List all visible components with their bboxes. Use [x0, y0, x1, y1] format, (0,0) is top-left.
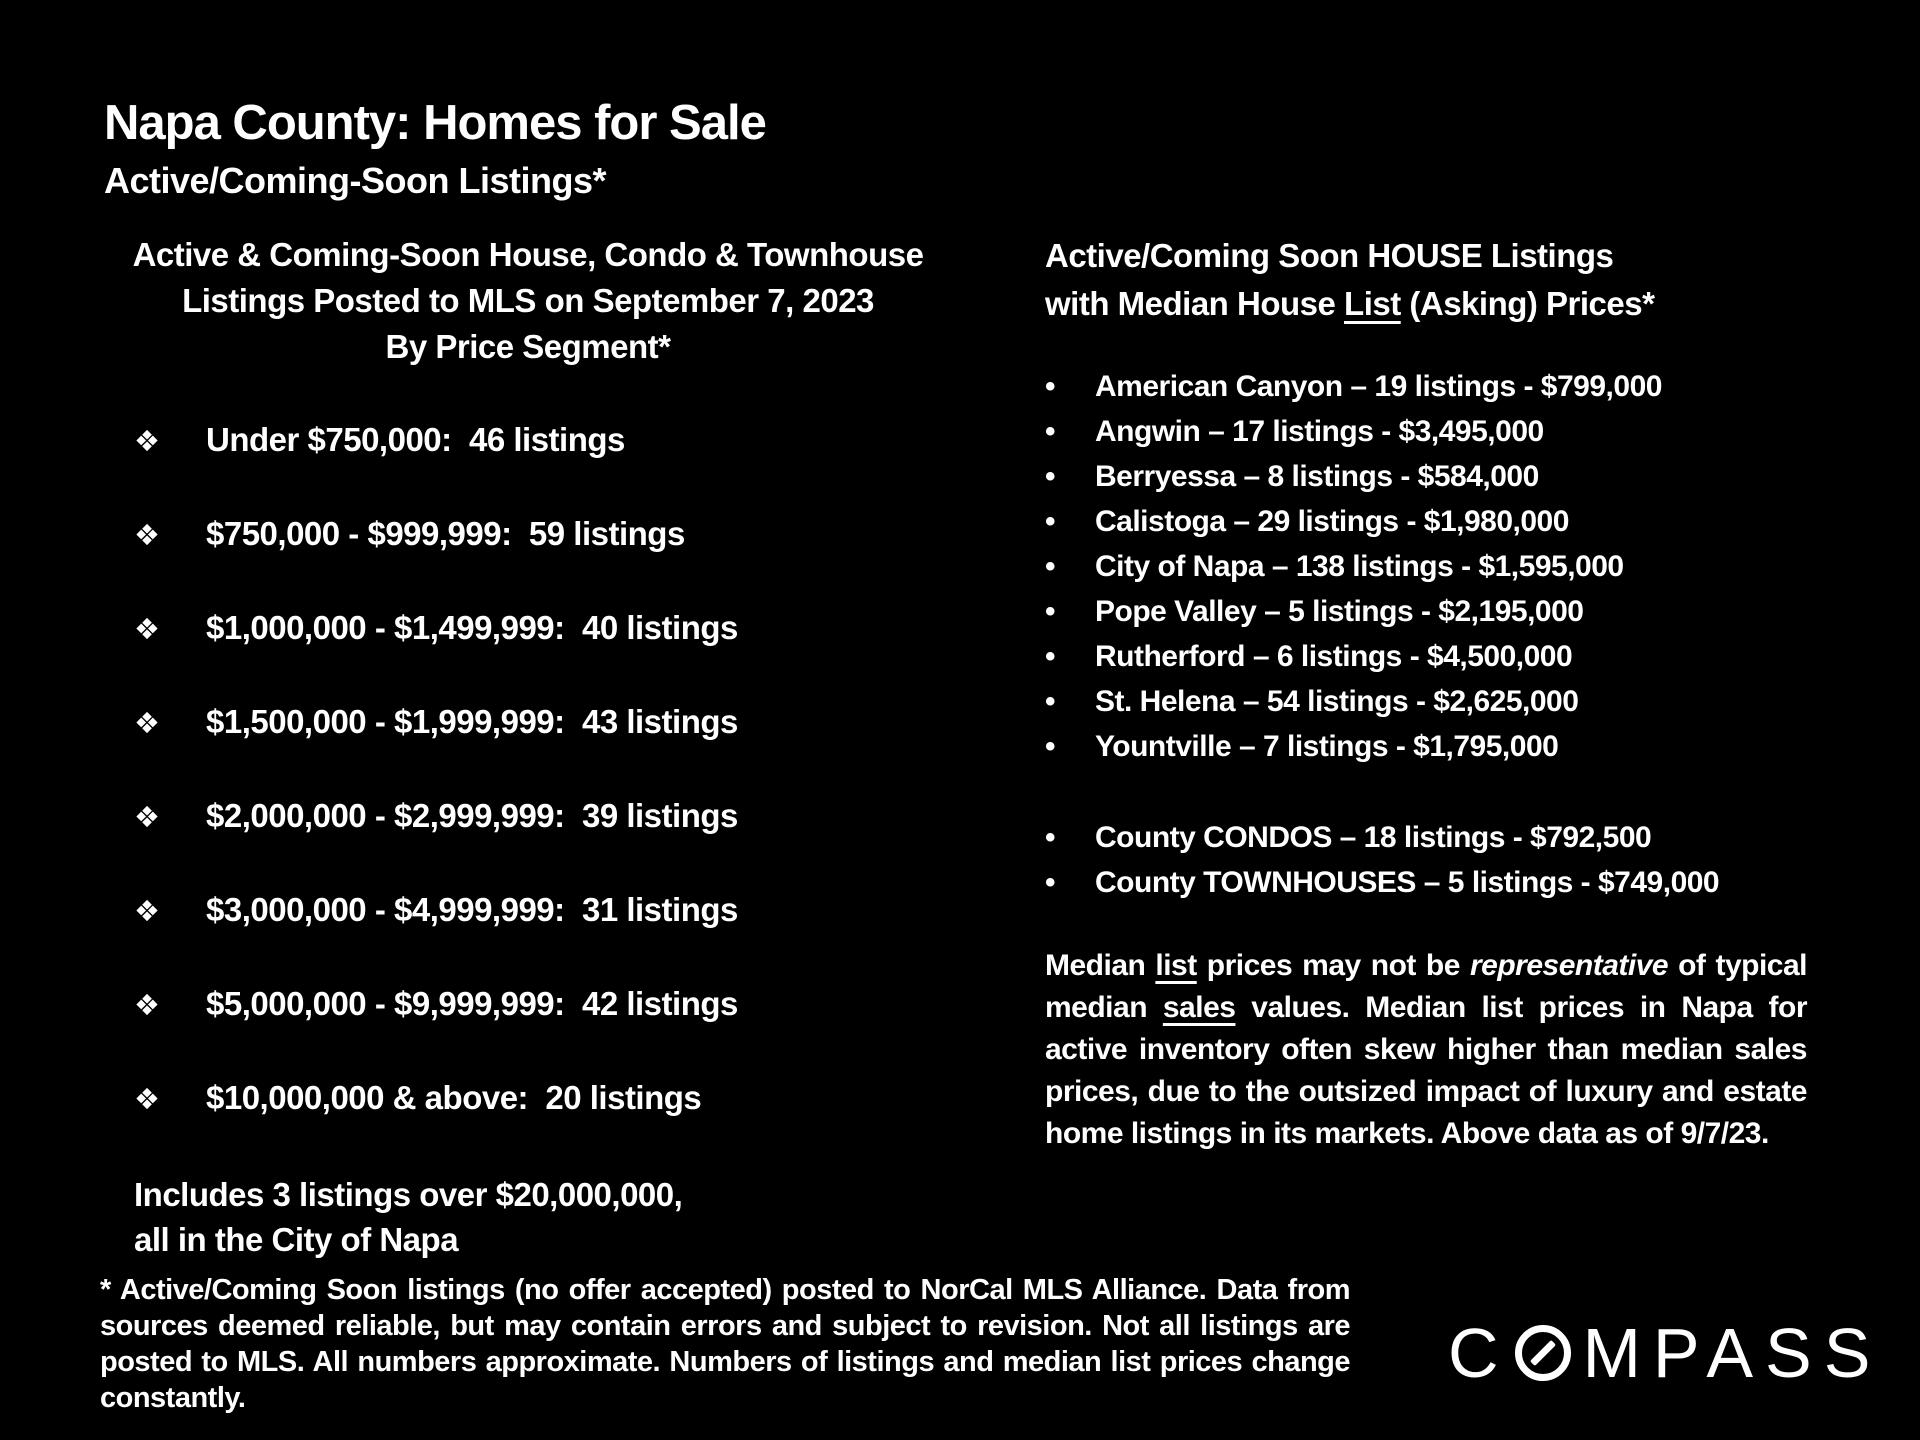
list-item	[118, 890, 938, 932]
disclaimer: * Active/Coming Soon listings (no offer accepted) posted to NorCal MLS Alliance. Data from sources deemed reliable, but may contain errors and subject to revision. Not all listings are posted to MLS. All numbers approximate. Numbers of listings and median list prices change constantly.	[100, 1274, 1350, 1414]
condo-townhouse-list	[1045, 815, 1807, 905]
price-segment-list	[118, 420, 938, 1120]
logo-letters: MPASS	[1582, 1314, 1883, 1392]
list-item	[1045, 860, 1807, 905]
logo-letter: C	[1448, 1314, 1511, 1392]
city-median-text: Angwin – 17 listings - $3,495,000	[1095, 415, 1544, 448]
list-item	[1045, 679, 1807, 724]
heading-line: Active/Coming Soon HOUSE Listings	[1045, 237, 1614, 274]
diamond-bullet-icon: ❖	[134, 802, 160, 834]
dot-bullet-icon: •	[1045, 730, 1056, 763]
segment-text: $5,000,000 - $9,999,999: 42 listings	[206, 985, 738, 1022]
segment-text: Under $750,000: 46 listings	[206, 421, 625, 458]
city-median-text: St. Helena – 54 listings - $2,625,000	[1095, 685, 1579, 718]
median-prices-heading	[1045, 232, 1807, 328]
heading-line: Active & Coming-Soon House, Condo & Townhouse	[132, 236, 924, 273]
city-median-text: Yountville – 7 listings - $1,795,000	[1095, 730, 1559, 763]
list-item	[1045, 589, 1807, 634]
note-text: prices may not be	[1196, 949, 1470, 982]
price-segment-section	[118, 232, 938, 1262]
heading-line: By Price Segment*	[385, 328, 671, 365]
segment-text: $1,500,000 - $1,999,999: 43 listings	[206, 703, 738, 740]
city-median-text: American Canyon – 19 listings - $799,000	[1095, 370, 1662, 403]
list-item	[1045, 454, 1807, 499]
condo-median-text: County CONDOS – 18 listings - $792,500	[1095, 821, 1652, 854]
segment-text: $3,000,000 - $4,999,999: 31 listings	[206, 891, 738, 928]
diamond-bullet-icon: ❖	[134, 520, 160, 552]
dot-bullet-icon: •	[1045, 460, 1056, 493]
list-item	[118, 420, 938, 462]
heading-text: with Median House	[1045, 285, 1345, 322]
note-underlined-word: list	[1155, 949, 1197, 982]
dot-bullet-icon: •	[1045, 821, 1056, 854]
dot-bullet-icon: •	[1045, 370, 1056, 403]
segment-text: $10,000,000 & above: 20 listings	[206, 1079, 702, 1116]
list-item	[1045, 544, 1807, 589]
city-median-text: Berryessa – 8 listings - $584,000	[1095, 460, 1539, 493]
list-item	[118, 608, 938, 650]
footnote-line: all in the City of Napa	[134, 1221, 459, 1258]
note-text: values. Median list prices in Napa for active inventory often skew higher than median sales prices, due to the outsized impact of luxury and estate home listings in its markets. Above data as of 9/7/23.	[1045, 991, 1807, 1150]
note-text: of typical median	[1045, 949, 1807, 1024]
city-median-text: Calistoga – 29 listings - $1,980,000	[1095, 505, 1569, 538]
heading-line	[1045, 280, 1807, 328]
list-item	[1045, 634, 1807, 679]
city-median-list	[1045, 364, 1807, 769]
dot-bullet-icon: •	[1045, 415, 1056, 448]
dot-bullet-icon: •	[1045, 595, 1056, 628]
dot-bullet-icon: •	[1045, 685, 1056, 718]
footnote-line: Includes 3 listings over $20,000,000,	[134, 1176, 683, 1213]
dot-bullet-icon: •	[1045, 505, 1056, 538]
price-segment-heading	[118, 232, 938, 370]
list-item	[1045, 364, 1807, 409]
page-subtitle: Active/Coming-Soon Listings*	[104, 159, 607, 201]
list-item	[118, 1078, 938, 1120]
left-footnote	[118, 1172, 938, 1262]
heading-underlined-word: List	[1344, 285, 1401, 322]
page-title: Napa County: Homes for Sale	[104, 95, 766, 150]
list-item	[1045, 815, 1807, 860]
list-item	[1045, 409, 1807, 454]
compass-logo	[1448, 1314, 1883, 1392]
list-item	[1045, 724, 1807, 769]
median-prices-section	[1045, 232, 1807, 1155]
segment-text: $750,000 - $999,999: 59 listings	[206, 515, 685, 552]
median-note	[1045, 945, 1807, 1155]
dot-bullet-icon: •	[1045, 550, 1056, 583]
diamond-bullet-icon: ❖	[134, 1084, 160, 1116]
city-median-text: City of Napa – 138 listings - $1,595,000	[1095, 550, 1624, 583]
list-item	[118, 796, 938, 838]
segment-text: $1,000,000 - $1,499,999: 40 listings	[206, 609, 738, 646]
dot-bullet-icon: •	[1045, 866, 1056, 899]
city-median-text: Pope Valley – 5 listings - $2,195,000	[1095, 595, 1584, 628]
compass-needle-icon	[1529, 1340, 1555, 1366]
city-median-text: Rutherford – 6 listings - $4,500,000	[1095, 640, 1573, 673]
townhouse-median-text: County TOWNHOUSES – 5 listings - $749,000	[1095, 866, 1720, 899]
note-italic-word: representative	[1469, 949, 1669, 982]
diamond-bullet-icon: ❖	[134, 896, 160, 928]
note-underlined-word: sales	[1162, 991, 1236, 1024]
heading-line: Listings Posted to MLS on September 7, 2023	[182, 282, 874, 319]
heading-text: (Asking) Prices*	[1400, 285, 1655, 322]
dot-bullet-icon: •	[1045, 640, 1056, 673]
diamond-bullet-icon: ❖	[134, 426, 160, 458]
diamond-bullet-icon: ❖	[134, 990, 160, 1022]
list-item	[1045, 499, 1807, 544]
diamond-bullet-icon: ❖	[134, 614, 160, 646]
list-item	[118, 702, 938, 744]
segment-text: $2,000,000 - $2,999,999: 39 listings	[206, 797, 738, 834]
list-item	[118, 514, 938, 556]
diamond-bullet-icon: ❖	[134, 708, 160, 740]
compass-o-icon	[1515, 1325, 1571, 1381]
note-text: Median	[1045, 949, 1156, 982]
list-item	[118, 984, 938, 1026]
